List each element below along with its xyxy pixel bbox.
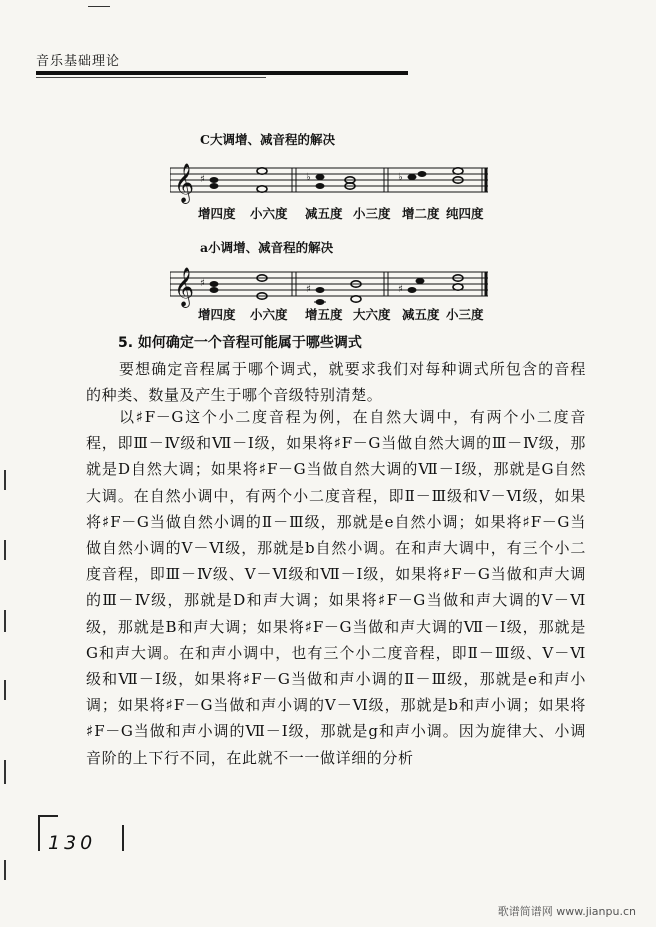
- running-header: 音乐基础理论: [36, 54, 121, 69]
- interval-label: 增五度: [305, 307, 343, 322]
- interval-label: 小六度: [250, 206, 288, 221]
- example-title-c-major: C大调增、减音程的解决: [200, 132, 335, 147]
- watermark: 歌谱简谱网 www.jianpu.cn: [497, 905, 636, 918]
- interval-label: 减五度: [305, 206, 343, 221]
- svg-text:♯: ♯: [200, 174, 205, 185]
- page-number: 130: [48, 832, 97, 854]
- scan-margin-mark: [4, 470, 6, 490]
- svg-text:♭: ♭: [398, 172, 403, 183]
- scan-margin-mark: [4, 540, 6, 560]
- body-paragraph: 要想确定音程属于哪个调式，就要求我们对每种调式所包含的音程的种类、数量及产生于哪个音级特别清楚。: [86, 360, 586, 405]
- interval-label: 小六度: [250, 307, 288, 322]
- page-number-frame: [38, 815, 58, 817]
- svg-text:♯: ♯: [200, 278, 205, 289]
- scan-margin-mark: [4, 760, 6, 784]
- scan-margin-mark: [4, 680, 6, 700]
- interval-label: 增二度: [402, 206, 440, 221]
- svg-text:♯: ♯: [306, 284, 311, 295]
- staff-a-minor-notation: [170, 258, 490, 308]
- interval-label: 大六度: [353, 307, 391, 322]
- svg-text:♯: ♯: [398, 284, 403, 295]
- header-rule: [36, 71, 408, 75]
- interval-label: 增四度: [198, 206, 236, 221]
- scan-margin-mark: [4, 610, 6, 632]
- body-paragraph: 以♯F－G这个小二度音程为例，在自然大调中，有两个小二度音程，即Ⅲ－Ⅳ级和Ⅶ－Ⅰ级，如果将♯F－G当做自然大调的Ⅲ－Ⅳ级，那就是D自然大调；如果将♯F－G当做自然大调的Ⅶ－Ⅰ级，那就是G自然大调。在自然小调中，有两个小二度音程，即Ⅱ－Ⅲ级和Ⅴ－Ⅵ级，如果将♯F－G当做自然小调的Ⅱ－Ⅲ级，那就是e自然小调；如果将♯F－G当做自然小调的Ⅴ－Ⅵ级，那就是b自然小调。在和声大调中，有三个小二度音程，即Ⅲ－Ⅳ级、Ⅴ－Ⅵ级和Ⅶ－Ⅰ级，如果将♯F－G当做和声大调的Ⅲ－Ⅳ级，那就是D和声大调；如果将♯F－G当做和声大调的Ⅴ－Ⅵ级，那就是B和声大调；如果将♯F－G当做和声大调的Ⅶ－Ⅰ级，那就是G和声大调。在和声小调中，也有三个小二度音程，即Ⅱ－Ⅲ级、Ⅴ－Ⅵ级和Ⅶ－Ⅰ级，如果将♯F－G当做和声小调的Ⅱ－Ⅲ级，那就是e和声小调；如果将♯F－G当做和声小调的Ⅴ－Ⅵ级，那就是b和声小调；如果将♯F－G当做和声小调的Ⅶ－Ⅰ级，那就是g和声小调。因为旋律大、小调音阶的上下行不同，在此就不一一做详细的分析: [86, 408, 586, 767]
- interval-label: 小三度: [446, 307, 484, 322]
- treble-clef-icon: 𝄞: [174, 163, 195, 203]
- interval-label: 增四度: [198, 307, 236, 322]
- scan-mark: [88, 6, 110, 7]
- interval-label: 减五度: [402, 307, 440, 322]
- example-title-a-minor: a小调增、减音程的解决: [200, 240, 334, 255]
- interval-label: 小三度: [353, 206, 391, 221]
- staff-a-minor: [170, 258, 490, 308]
- svg-text:♭: ♭: [306, 172, 311, 183]
- header-rule-thin: [36, 77, 266, 78]
- treble-clef-icon: 𝄞: [174, 267, 195, 307]
- page-number-frame: [122, 825, 124, 851]
- staff-c-major-notation: [170, 154, 490, 204]
- staff-c-major: [170, 154, 490, 204]
- scan-margin-mark: [4, 860, 6, 880]
- page-number-frame: [38, 815, 40, 851]
- section-heading: 5. 如何确定一个音程可能属于哪些调式: [118, 335, 362, 351]
- interval-label: 纯四度: [446, 206, 484, 221]
